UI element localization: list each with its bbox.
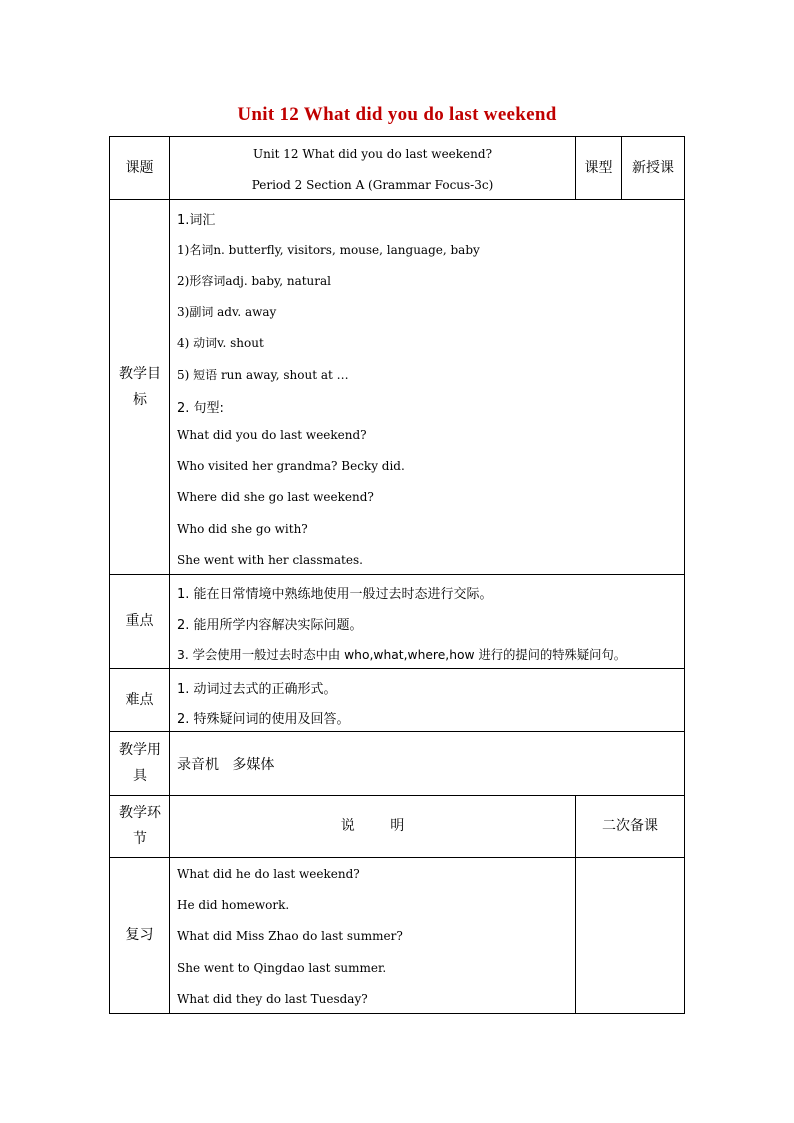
- row-divider: [110, 668, 684, 669]
- objective-line: Where did she go last weekend?: [177, 490, 374, 504]
- objective-line: 1.词汇: [177, 213, 216, 228]
- objective-line: Who did she go with?: [177, 522, 308, 536]
- tools-value: 录音机 多媒体: [177, 757, 275, 773]
- objective-line: 5) 短语 run away, shout at …: [177, 368, 349, 382]
- row-divider: [110, 731, 684, 732]
- label-type: 课型: [584, 160, 613, 176]
- topic-line-1: Unit 12 What did you do last weekend?: [252, 147, 492, 161]
- review-line: He did homework.: [177, 898, 290, 912]
- review-line: She went to Qingdao last summer.: [177, 961, 387, 975]
- objective-line: 2. 句型:: [177, 401, 224, 416]
- objective-line: 1)名词n. butterfly, visitors, mouse, language, baby: [177, 243, 480, 257]
- objective-line: 2)形容词adj. baby, natural: [177, 274, 331, 288]
- page-title: Unit 12 What did you do last weekend: [237, 104, 557, 125]
- key-point-line: 3. 学会使用一般过去时态中由 who,what,where,how 进行的提问的特殊疑问句。: [177, 648, 627, 662]
- label-difficulties: 难点: [125, 691, 154, 708]
- label-topic: 课题: [125, 160, 154, 176]
- label-tools: 教学用 具: [119, 742, 161, 784]
- difficulty-line: 1. 动词过去式的正确形式。: [177, 682, 337, 697]
- row-divider: [110, 857, 684, 858]
- second-prep-header: 二次备课: [602, 818, 658, 834]
- type-value: 新授课: [632, 160, 674, 176]
- objective-line: Who visited her grandma? Becky did.: [177, 459, 405, 473]
- label-steps: 教学环 节: [119, 805, 161, 847]
- difficulty-line: 2. 特殊疑问词的使用及回答。: [177, 712, 350, 727]
- description-header: 说 明: [340, 818, 405, 834]
- objective-line: She went with her classmates.: [177, 553, 363, 567]
- lesson-plan-table: [109, 136, 685, 1014]
- objective-line: What did you do last weekend?: [177, 428, 367, 442]
- key-point-line: 2. 能用所学内容解决实际问题。: [177, 618, 363, 633]
- col-divider: [169, 137, 170, 1013]
- objective-line: 4) 动词v. shout: [177, 336, 264, 350]
- row-divider: [110, 574, 684, 575]
- label-key-points: 重点: [125, 613, 154, 629]
- key-point-line: 1. 能在日常情境中熟练地使用一般过去时态进行交际。: [177, 587, 493, 602]
- row-divider: [110, 199, 684, 200]
- review-line: What did Miss Zhao do last summer?: [177, 929, 403, 943]
- label-objectives: 教学目 标: [119, 365, 161, 408]
- review-line: What did he do last weekend?: [177, 867, 360, 881]
- objective-line: 3)副词 adv. away: [177, 305, 277, 319]
- topic-line-2: Period 2 Section A (Grammar Focus-3c): [251, 178, 494, 192]
- review-line: What did they do last Tuesday?: [177, 992, 368, 1006]
- label-review: 复习: [125, 927, 154, 943]
